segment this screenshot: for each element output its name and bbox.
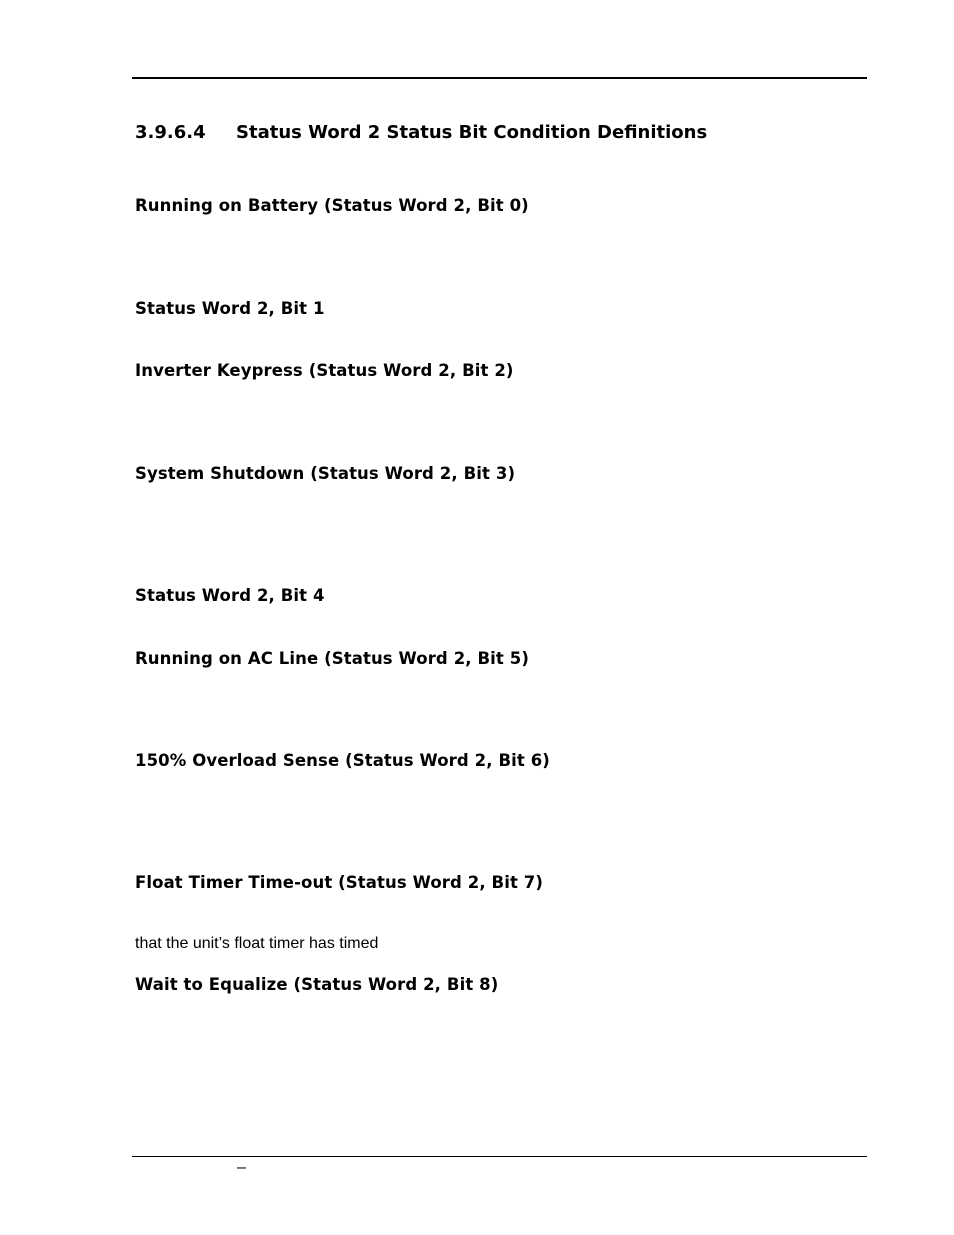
section-number: 3.9.6.4 (135, 122, 206, 143)
heading-wait-to-equalize: Wait to Equalize (Status Word 2, Bit 8) (135, 975, 499, 994)
section-title (135, 122, 707, 144)
heading-system-shutdown: System Shutdown (Status Word 2, Bit 3) (135, 464, 516, 483)
footer-dash: – (237, 1159, 246, 1176)
section-title-text: Status Word 2 Status Bit Condition Definitions (236, 122, 708, 143)
heading-inverter-keypress: Inverter Keypress (Status Word 2, Bit 2) (135, 361, 514, 380)
float-timer-body-text: that the unit’s float timer has timed (135, 935, 379, 952)
footer-rule (132, 1156, 867, 1157)
heading-status-word-2-bit-1: Status Word 2, Bit 1 (135, 299, 325, 318)
header-rule (132, 77, 867, 79)
heading-float-timer-timeout: Float Timer Time-out (Status Word 2, Bit 7) (135, 873, 544, 892)
heading-running-on-battery: Running on Battery (Status Word 2, Bit 0) (135, 196, 529, 215)
heading-status-word-2-bit-4: Status Word 2, Bit 4 (135, 586, 325, 605)
heading-running-on-ac-line: Running on AC Line (Status Word 2, Bit 5) (135, 649, 529, 668)
heading-overload-sense: 150% Overload Sense (Status Word 2, Bit 6) (135, 751, 550, 770)
